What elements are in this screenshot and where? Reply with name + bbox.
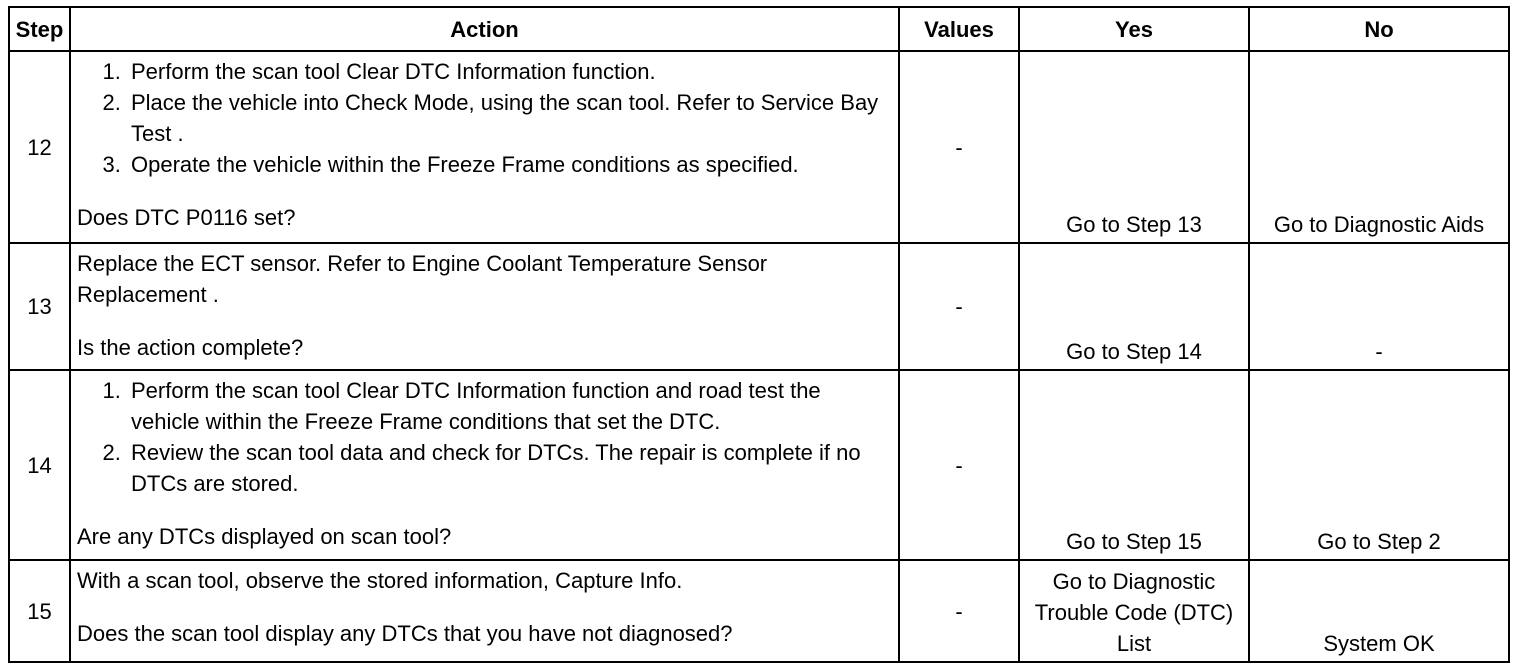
step-number: 15 [9,560,70,662]
values-cell: - [899,560,1019,662]
action-item: 1. Perform the scan tool Clear DTC Information function. [127,56,892,87]
action-question: Does the scan tool display any DTCs that you have not diagnosed? [77,621,733,646]
yes-link[interactable]: Go to Diagnostic Trouble Code (DTC) List [1019,560,1249,662]
table-row-step-14 [9,370,1509,560]
action-item: 3. Operate the vehicle within the Freeze Frame conditions as specified. [127,149,892,180]
action-list [77,375,892,499]
action-item: 2. Review the scan tool data and check for DTCs. The repair is complete if no DTCs are stored. [127,437,892,499]
action-cell [70,51,899,243]
header-row [9,7,1509,51]
header-yes: Yes [1019,7,1249,51]
values-cell: - [899,370,1019,560]
action-question: Are any DTCs displayed on scan tool? [77,524,452,549]
table-row-step-13 [9,243,1509,370]
diagnostic-table [8,6,1510,663]
header-no: No [1249,7,1509,51]
table-row-step-12 [9,51,1509,243]
action-text: With a scan tool, observe the stored information, Capture Info. [77,568,683,593]
no-value: - [1249,243,1509,370]
yes-link[interactable]: Go to Step 13 [1019,51,1249,243]
action-list [77,56,892,180]
header-step: Step [9,7,70,51]
step-number: 12 [9,51,70,243]
header-action: Action [70,7,899,51]
no-link[interactable]: Go to Diagnostic Aids [1249,51,1509,243]
action-question: Does DTC P0116 set? [77,205,296,230]
yes-link[interactable]: Go to Step 15 [1019,370,1249,560]
action-item: 2. Place the vehicle into Check Mode, using the scan tool. Refer to Service Bay Test . [127,87,892,149]
action-cell [70,560,899,662]
values-cell: - [899,243,1019,370]
yes-link[interactable]: Go to Step 14 [1019,243,1249,370]
action-cell [70,370,899,560]
no-link[interactable]: Go to Step 2 [1249,370,1509,560]
no-value: System OK [1249,560,1509,662]
values-cell: - [899,51,1019,243]
action-question: Is the action complete? [77,335,304,360]
step-number: 13 [9,243,70,370]
action-text: Replace the ECT sensor. Refer to Engine Coolant Temperature Sensor Replacement . [77,251,768,307]
action-item: 1. Perform the scan tool Clear DTC Information function and road test the vehicle within the Freeze Frame conditions that set the DTC. [127,375,892,437]
action-cell [70,243,899,370]
table-row-step-15 [9,560,1509,662]
header-values: Values [899,7,1019,51]
step-number: 14 [9,370,70,560]
